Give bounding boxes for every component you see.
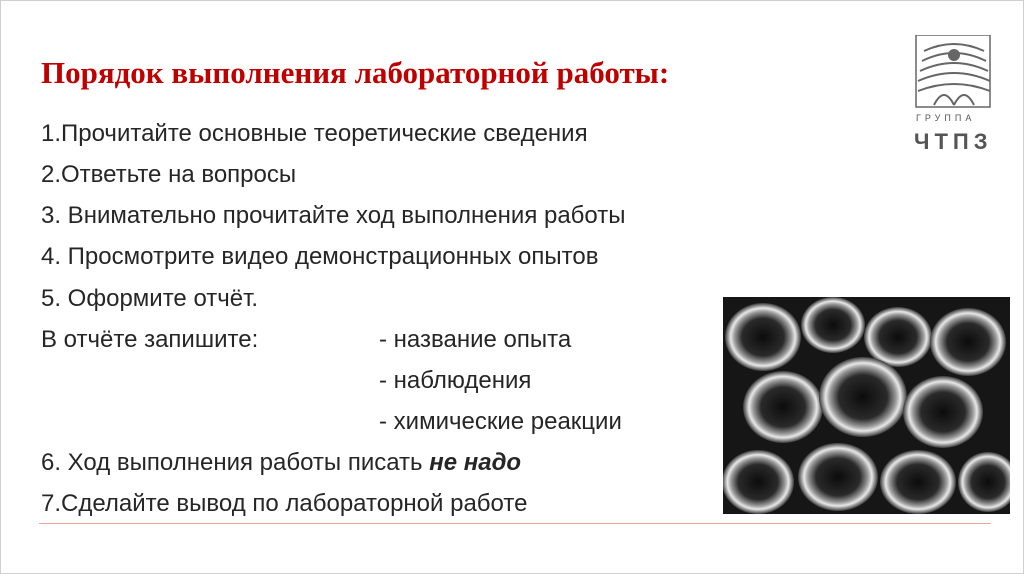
report-item-observations: - наблюдения [379, 367, 532, 394]
step-6-text: 6. Ход выполнения работы писать [41, 449, 430, 476]
slide-title: Порядок выполнения лабораторной работы: [41, 55, 670, 90]
report-item-reactions: - химические реакции [379, 408, 622, 435]
step-3: 3. Внимательно прочитайте ход выполнения работы [41, 202, 626, 229]
logo-text-group: ГРУППА [916, 113, 976, 123]
step-5: 5. Оформите отчёт. [41, 285, 259, 312]
step-2: 2.Ответьте на вопросы [41, 161, 297, 188]
report-intro: В отчёте запишите: [41, 326, 259, 353]
step-6-emphasis: не надо [429, 449, 522, 476]
step-6 [41, 449, 521, 477]
step-1: 1.Прочитайте основные теоретические сведения [41, 120, 588, 147]
steel-pipes-photo [723, 297, 1010, 514]
logo-text-chtpz: ЧТПЗ [914, 129, 993, 154]
step-4: 4. Просмотрите видео демонстрационных опытов [41, 243, 599, 270]
step-7: 7.Сделайте вывод по лабораторной работе [41, 490, 528, 517]
report-item-name: - название опыта [379, 326, 572, 353]
divider [39, 523, 991, 524]
